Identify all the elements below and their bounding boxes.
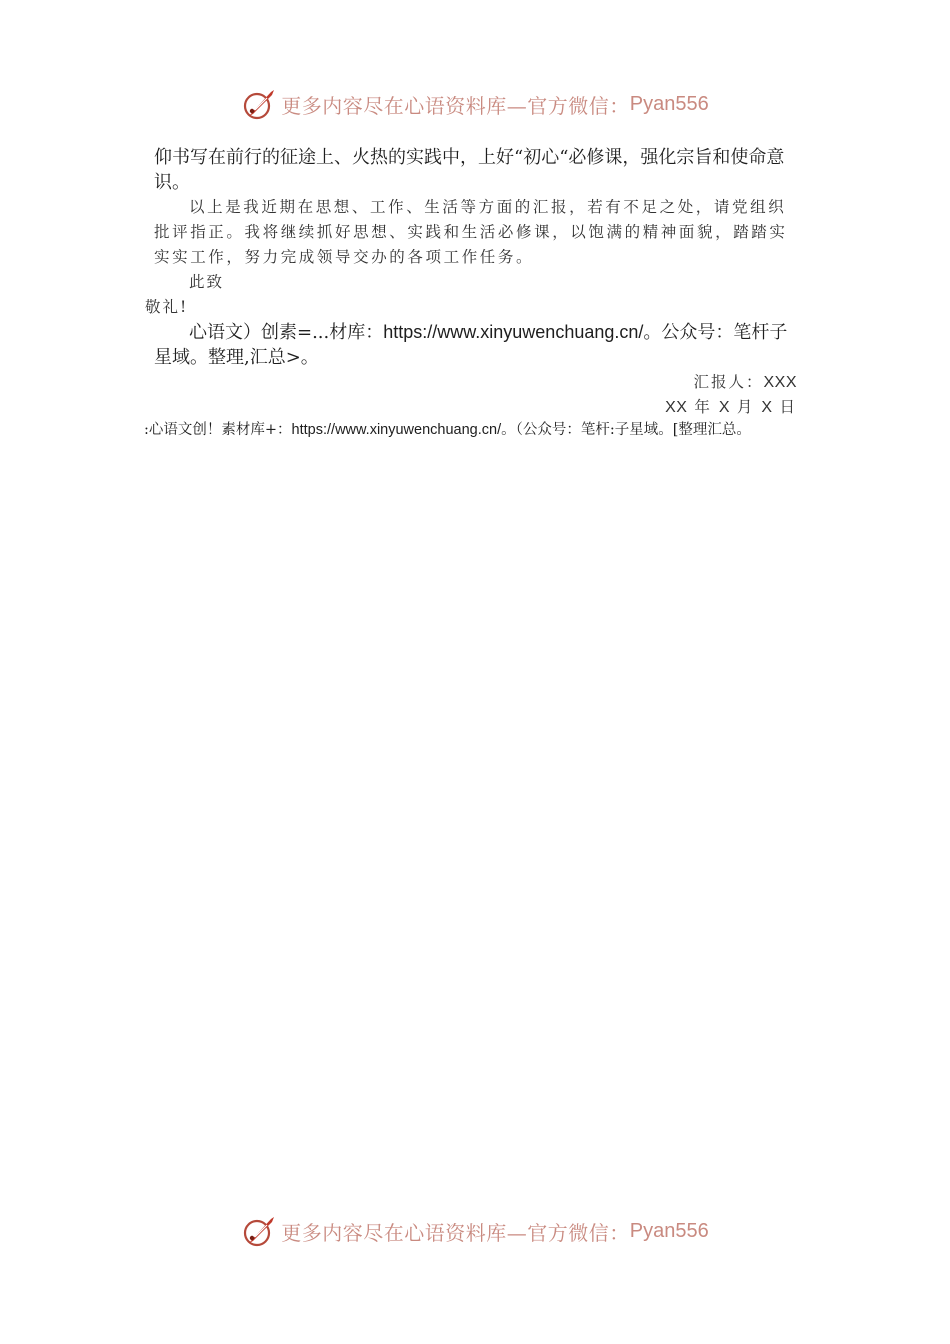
paragraph-2: 以上是我近期在思想、工作、生活等方面的汇报，若有不足之处，请党组织批评指正。我将继续抓好思想、实践和生活必修课，以饱满的精神面貌，踏踏实实实工作，努力完成领导交办的各项工作任务。 bbox=[154, 198, 788, 266]
date-line bbox=[154, 395, 797, 420]
date-month-label: 月 bbox=[736, 398, 755, 416]
source-note-url: https://www.xinyuwenchuang.cn/ bbox=[383, 322, 644, 342]
reporter-label: 汇报人： bbox=[693, 373, 764, 391]
footer-source-note bbox=[144, 418, 810, 443]
footer-note-url: https://www.xinyuwenchuang.cn/ bbox=[291, 422, 502, 438]
document-body bbox=[145, 145, 797, 420]
date-day-value: X bbox=[761, 399, 773, 416]
paragraph-1: 仰书写在前行的征途上、火热的实践中，上好“初心“必修课，强化宗旨和使命意识。 bbox=[154, 147, 785, 193]
reporter-line bbox=[154, 370, 797, 395]
quill-logo-icon bbox=[241, 1213, 277, 1249]
date-year-value: XX bbox=[665, 399, 688, 416]
banner-wechat-id: Pyan556 bbox=[629, 1219, 709, 1242]
source-note bbox=[154, 320, 797, 370]
salutation: 敬礼! bbox=[145, 298, 189, 316]
date-day-label: 日 bbox=[779, 398, 797, 416]
banner-wechat-id: Pyan556 bbox=[629, 92, 709, 115]
footer-note-suffix: 。（公众号：笔杆:子星域。[整理汇总。 bbox=[501, 422, 751, 438]
footer-note-prefix: :心语文创！素材库+： bbox=[144, 422, 292, 438]
date-month-value: X bbox=[718, 399, 730, 416]
source-note-prefix: 心语文）创素=...材库： bbox=[189, 322, 384, 343]
bottom-banner bbox=[0, 1211, 950, 1251]
source-note-suffix: 。公众号：笔杆子星域。整理,汇总>。 bbox=[154, 322, 788, 368]
date-year-label: 年 bbox=[694, 398, 712, 416]
top-banner bbox=[0, 84, 950, 124]
quill-logo-icon bbox=[241, 86, 277, 122]
reporter-name: XXX bbox=[763, 374, 797, 391]
greeting: 此致 bbox=[189, 273, 225, 291]
banner-text: 更多内容尽在心语资料库—官方微信： bbox=[281, 1220, 630, 1245]
banner-text: 更多内容尽在心语资料库—官方微信： bbox=[281, 93, 630, 118]
